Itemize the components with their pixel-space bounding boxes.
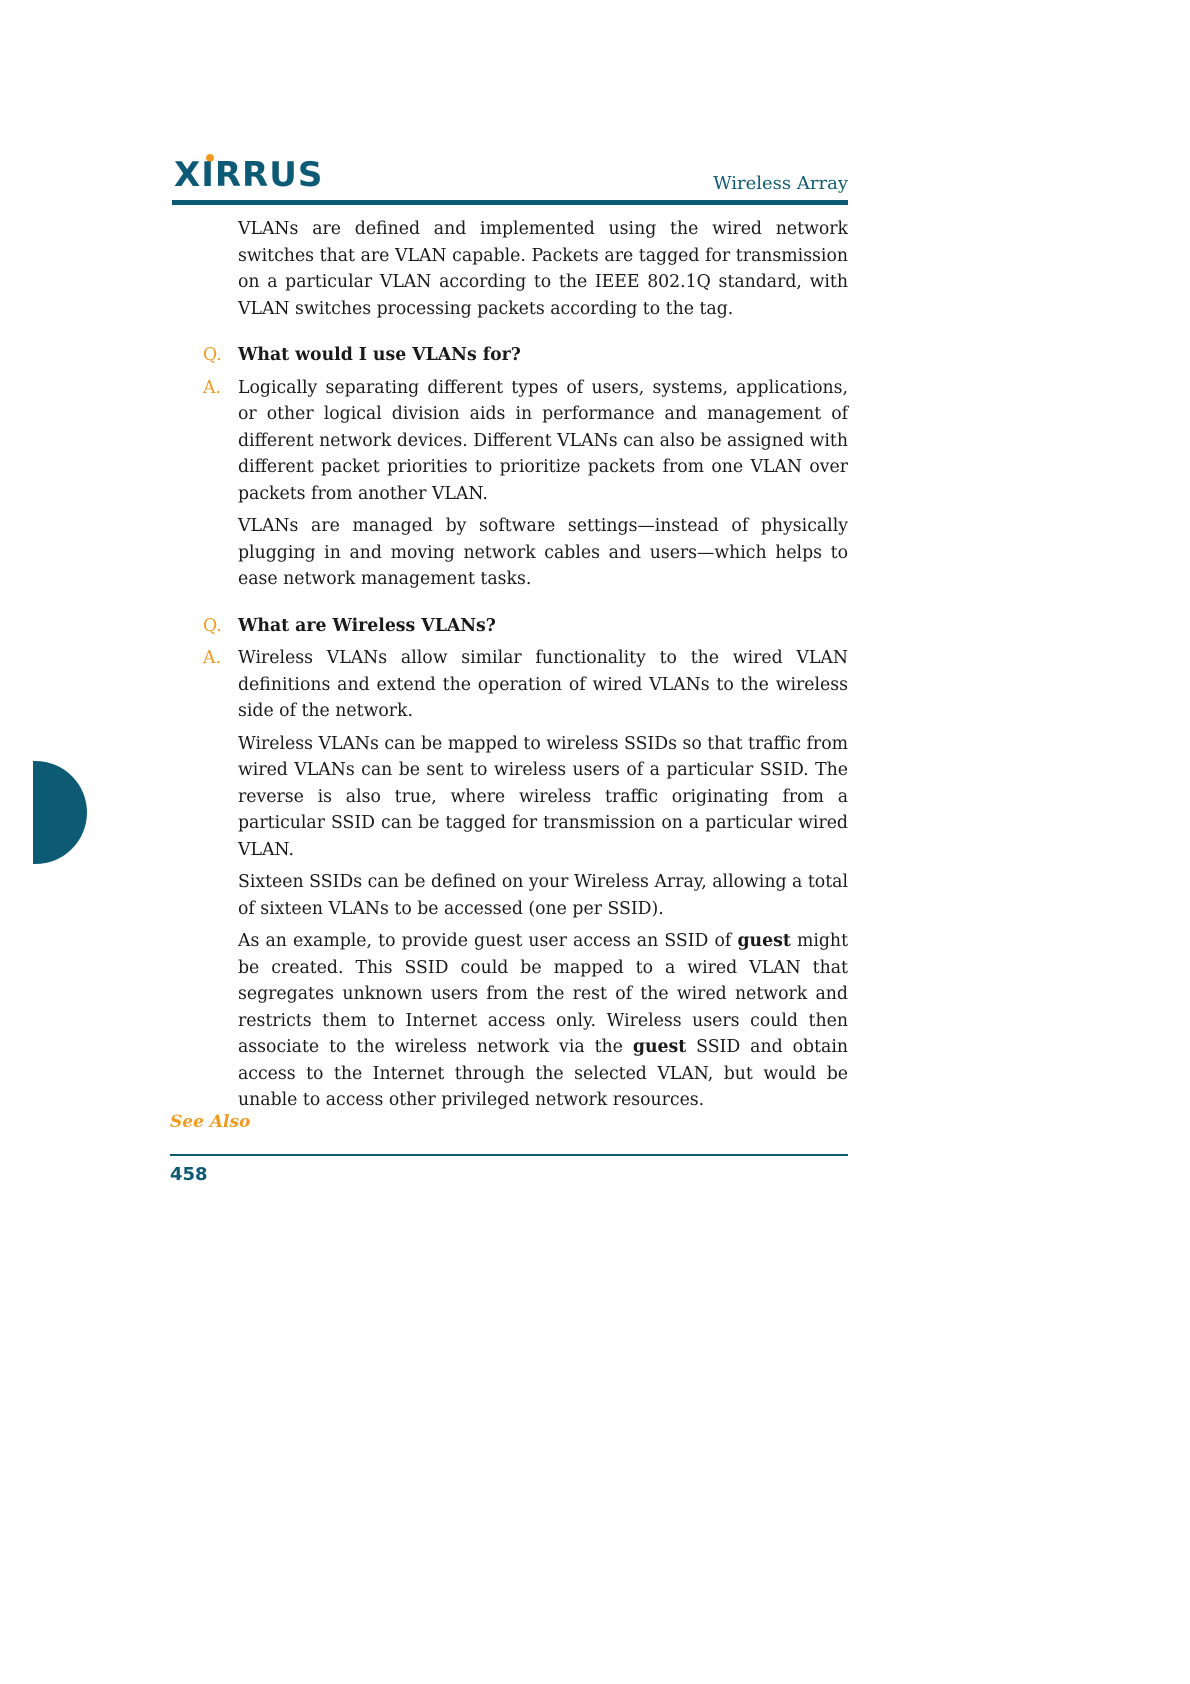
- example-text-3: SSID and obtain access to the Internet through the selected VLAN, but would be unable to access other privileged network resources.: [238, 1037, 848, 1110]
- example-paragraph: [238, 928, 848, 1114]
- answer-2-paragraph-3: Sixteen SSIDs can be defined on your Wireless Array, allowing a total of sixteen VLANs to be accessed (one per SSID).: [238, 872, 848, 919]
- xirrus-logo: XIRRUS: [174, 155, 324, 195]
- example-text-2: might be created. This SSID could be mapped to a wired VLAN that segregates unknown users from the rest of the wired network and restricts them to Internet access only. Wireless users could then associate to the wireless network via the: [238, 931, 849, 1057]
- q-label-2: Q.: [203, 615, 222, 636]
- header-rule: [172, 200, 848, 205]
- question-2-text: What are Wireless VLANs?: [238, 615, 496, 636]
- document-body: [203, 216, 849, 1120]
- example-text-1: As an example, to provide guest user access an SSID of: [238, 931, 738, 951]
- answer-2-paragraph-2: Wireless VLANs can be mapped to wireless SSIDs so that traffic from wired VLANs can be sent to wireless users of a particular SSID. The reverse is also true, where wireless traffic originating from a particular SSID can be tagged for transmission on a particular wired VLAN.: [238, 733, 848, 860]
- footer-rule: [170, 1154, 848, 1156]
- side-tab-marker: [33, 761, 87, 864]
- guest-keyword-2: guest: [632, 1037, 687, 1057]
- answer-1-text-1: Logically separating different types of users, systems, applications, or other logical division aids in performance and management of different network devices. Different VLANs can also be assigned with different packet priorities to prioritize packets from one VLAN over packets from another VLAN.: [238, 377, 848, 504]
- answer-1-paragraph-2: VLANs are managed by software settings—instead of physically plugging in and moving network cables and users—which helps to ease network management tasks.: [238, 516, 848, 589]
- question-1-text: What would I use VLANs for?: [238, 345, 521, 365]
- answer-2-paragraph-1: [203, 645, 848, 725]
- q-label-1: Q.: [203, 345, 222, 365]
- a-label-2: A.: [203, 648, 221, 668]
- see-also-heading: See Also: [170, 1112, 251, 1132]
- question-2: [203, 613, 848, 640]
- intro-paragraph: VLANs are defined and implemented using the wired network switches that are VLAN capable. Packets are tagged for transmission on a particular VLAN according to the IEEE 802.1Q standard, with VLAN switches processing packets according to the tag.: [238, 219, 848, 319]
- answer-1-paragraph-1: [203, 375, 848, 508]
- a-label-1: A.: [203, 377, 221, 398]
- page-number: 458: [170, 1164, 208, 1185]
- answer-2-text-1: Wireless VLANs allow similar functionality to the wired VLAN definitions and extend the operation of wired VLANs to the wireless side of the network.: [238, 648, 848, 721]
- header-title: Wireless Array: [713, 173, 848, 194]
- guest-keyword-1: guest: [737, 931, 791, 951]
- question-1: [203, 342, 848, 369]
